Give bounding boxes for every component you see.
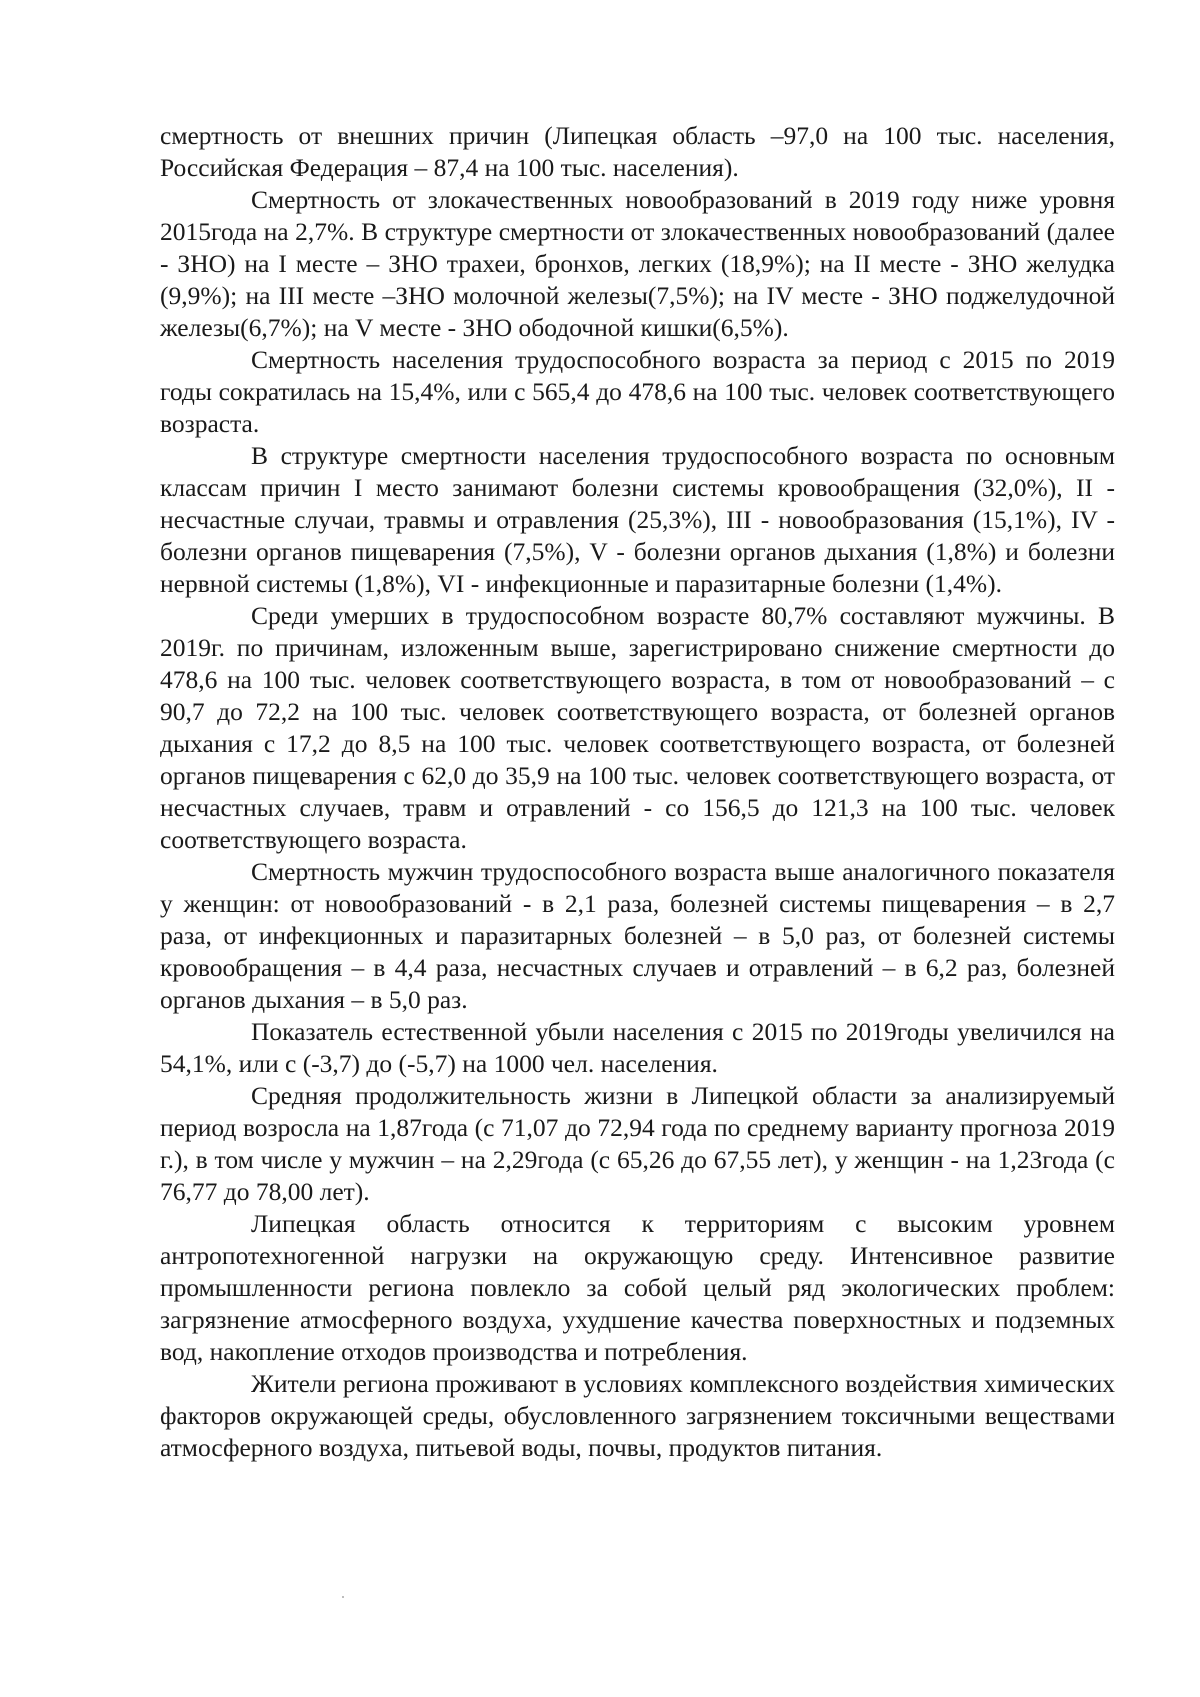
paragraph-cancer-mortality: Смертность от злокачественных новообразований в 2019 году ниже уровня 2015года на 2,7%. В структуре смертности от злокачественных новообразований (далее - ЗНО) на I месте – ЗНО трахеи, бронхов, легких (18,9%); на II месте - ЗНО желудка (9,9%); на III месте –ЗНО молочной железы(7,5%); на IV месте - ЗНО поджелудочной железы(6,7%); на V месте - ЗНО ободочной кишки(6,5%). (160, 185, 1115, 342)
paragraph-chemical-factors: Жители региона проживают в условиях комплексного воздействия химических факторов окружающей среды, обусловленного загрязнением токсичными веществами атмосферного воздуха, питьевой воды, почвы, продуктов питания. (160, 1369, 1115, 1462)
paragraph-natural-decline: Показатель естественной убыли населения с 2015 по 2019годы увеличился на 54,1%, или с (-3,7) до (-5,7) на 1000 чел. населения. (160, 1017, 1115, 1078)
paragraph-male-female-ratio: Смертность мужчин трудоспособного возраста выше аналогичного показателя у женщин: от новообразований - в 2,1 раза, болезней системы пищеварения – в 2,7 раза, от инфекционных и паразитарных болезней – в 5,0 раз, от болезней системы кровообращения – в 4,4 раза, несчастных случаев и отравлений – в 6,2 раз, болезней органов дыхания – в 5,0 раз. (160, 857, 1115, 1014)
scan-speck (342, 1596, 344, 1598)
paragraph-life-expectancy: Средняя продолжительность жизни в Липецкой области за анализируемый период возросла на 1,87года (с 71,07 до 72,94 года по среднему варианту прогноза 2019 г.), в том числе у мужчин – на 2,29года (с 65,26 до 67,55 лет), у женщин - на 1,23года (с 76,77 до 78,00 лет). (160, 1081, 1115, 1206)
paragraph-male-deaths: Среди умерших в трудоспособном возрасте 80,7% составляют мужчины. В 2019г. по причинам, изложенным выше, зарегистрировано снижение смертности до 478,6 на 100 тыс. человек соответствующего возраста, в том от новообразований – с 90,7 до 72,2 на 100 тыс. человек соответствующего возраста, от болезней органов дыхания с 17,2 до 8,5 на 100 тыс. человек соответствующего возраста, от болезней органов пищеварения с 62,0 до 35,9 на 100 тыс. человек соответствующего возраста, от несчастных случаев, травм и отравлений - со 156,5 до 121,3 на 100 тыс. человек соответствующего возраста. (160, 601, 1115, 854)
document-body (160, 120, 1115, 1464)
paragraph-ecological-load: Липецкая область относится к территориям с высоким уровнем антропотехногенной нагрузки на окружающую среду. Интенсивное развитие промышленности региона повлекло за собой целый ряд экологических проблем: загрязнение атмосферного воздуха, ухудшение качества поверхностных и подземных вод, накопление отходов производства и потребления. (160, 1209, 1115, 1366)
paragraph-working-age-mortality: Смертность населения трудоспособного возраста за период с 2015 по 2019 годы сократилась на 15,4%, или с 565,4 до 478,6 на 100 тыс. человек соответствующего возраста. (160, 345, 1115, 438)
paragraph-working-age-structure: В структуре смертности населения трудоспособного возраста по основным классам причин I место занимают болезни системы кровообращения (32,0%), II - несчастные случаи, травмы и отравления (25,3%), III - новообразования (15,1%), IV - болезни органов пищеварения (7,5%), V - болезни органов дыхания (1,8%) и болезни нервной системы (1,8%), VI - инфекционные и паразитарные болезни (1,4%). (160, 441, 1115, 598)
paragraph-external-causes: смертность от внешних причин (Липецкая область –97,0 на 100 тыс. населения, Российская Федерация – 87,4 на 100 тыс. населения). (160, 121, 1115, 182)
